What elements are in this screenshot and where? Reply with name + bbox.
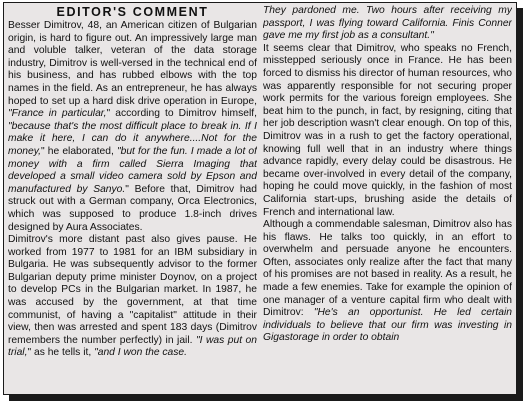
left-column: [8, 5, 257, 360]
text-segment: " Before that, Dimitrov had struck out with a German company, Orca Electronics, which was supposed to produce 1.8-inch drives designed by Aura Associates.: [8, 183, 257, 233]
quote-segment: "I was put on trial,: [8, 334, 257, 359]
panel-shadow-right: [517, 8, 523, 401]
paragraph-flaws: [263, 219, 512, 345]
paragraph-continued-quote: [263, 5, 512, 43]
text-segment: " according to Dimitrov himself,: [106, 108, 257, 120]
quote-segment: "because that's the most difficult place to break in. If I make it here, I can do it anywhere....Not for the money,: [8, 120, 257, 157]
text-segment: Although a commendable salesman, Dimitrov also has his flaws. He talks too quickly, in an effort to overwhelm and persuade anyone he encounters. Often, associates only realize after the fact that many of his promises are not based in reality. As a result, he made a few enemies. Take for example the opinion of one manager of a venture capital firm who dealt with Dimitrov:: [263, 219, 512, 319]
right-column: [263, 5, 512, 345]
text-segment: " he elaborated,: [41, 145, 117, 157]
text-segment: Besser Dimitrov, 48, an American citizen of Bulgarian origin, is hard to figure out. An impressively large man and voluble talker, veteran of the data storage industry, Dimitrov is well-versed in the technical end of his business, and has rubbed elbows with the top names in the field. As an entrepreneur, he has always hoped to set up a hard disk drive operation in Europe,: [8, 20, 257, 107]
panel-shadow-bottom: [9, 395, 523, 401]
text-segment: Dimitrov's more distant past also gives pause. He worked from 1977 to 1981 for an IBM subsidiary in Bulgaria. He was subsequently advisor to the former Bulgarian deputy prime minister Doynov, on a project to develop PCs in the Bulgarian market. In 1987, he was accused by the government, at that time communist, of having a "capitalist" attitude in their view, then was arrested and spent 183 days (Dimitrov remembers the number perfectly) in jail.: [8, 234, 257, 346]
text-segment: " as he tells it,: [27, 347, 95, 359]
editors-comment-header: EDITOR'S COMMENT: [56, 5, 209, 19]
quote-segment: They pardoned me. Two hours after receiving my passport, I was flying toward California. Finis Conner gave me my first job as a consultant.": [263, 5, 512, 42]
quote-segment: "He's an opportunist. He led certain individuals to believe that our firm was investing in Gigastorage in order to obtain: [263, 307, 512, 344]
quote-segment: "but for the fun. I made a lot of money with a firm called Sierra Imaging that developed a small video camera sold by Epson and manufactured by Sanyo.: [8, 145, 257, 195]
paragraph-france: It seems clear that Dimitrov, who speaks no French, misstepped seriously once in France. He has been forced to dismiss his director of human resources, who was apparently responsible for not securing proper work permits for the various foreign employees. She beat him to the punch, in fact, by resigning, citing that her job description wasn't clear enough. On top of this, Dimitrov was in a rush to get the factory operational, knowing full well that in an industry where things advance rapidly, every delay could be disastrous. He became over-involved in every detail of the company, hoping he could move quickly, in the fashion of most California start-ups, brushing aside the details of French and international law.: [263, 42, 512, 218]
paragraph-past: [8, 234, 257, 360]
quote-segment: "France in particular,: [8, 108, 107, 120]
paragraph-intro: [8, 20, 257, 234]
quote-segment: "and I won the case.: [94, 347, 188, 359]
editors-comment-panel: [3, 2, 517, 395]
